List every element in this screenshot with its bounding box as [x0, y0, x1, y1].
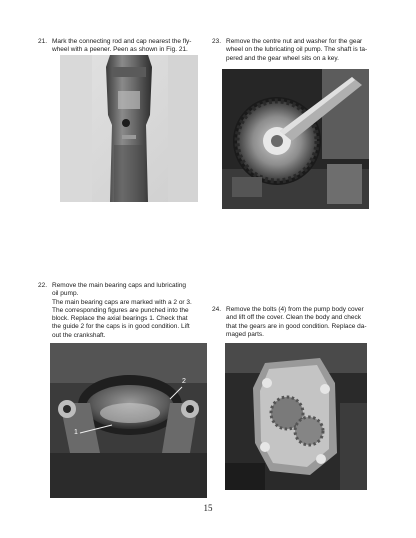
step-number: 24. [212, 306, 222, 313]
step-text: Remove the centre nut and washer for the gear wheel on the lubricating oil pump. The shaft is ta- pered and the gear wheel sits on a key. [226, 38, 368, 62]
step-text: Remove the bolts (4) from the pump body cover and lift off the cover. Clean the body and check that the gears are in good condition. Replace da- maged parts. [226, 306, 367, 338]
pump-body-photo [225, 343, 367, 490]
step-number: 22. [38, 282, 48, 289]
step-text: Mark the connecting rod and cap nearest the fly- wheel with a peener. Peen as shown in Fig. 21. [52, 38, 192, 54]
main-bearing-photo [50, 343, 207, 498]
axial-bearing-callout: 1 [74, 429, 78, 436]
step-number: 23. [212, 38, 222, 45]
step-number: 21. [38, 38, 48, 45]
step-text: Remove the main bearing caps and lubricating oil pump. The main bearing caps are marked with a 2 or 3. The corresponding figures are punched into the block. Replace the axial bearings 1. Check that the guide 2 for the caps is in good condition. Lift out the crankshaft. [52, 282, 192, 339]
guide-callout: 2 [182, 378, 186, 385]
page-number: 15 [203, 503, 213, 513]
connecting-rod-photo [60, 55, 198, 202]
oil-pump-gear-photo [222, 69, 369, 209]
